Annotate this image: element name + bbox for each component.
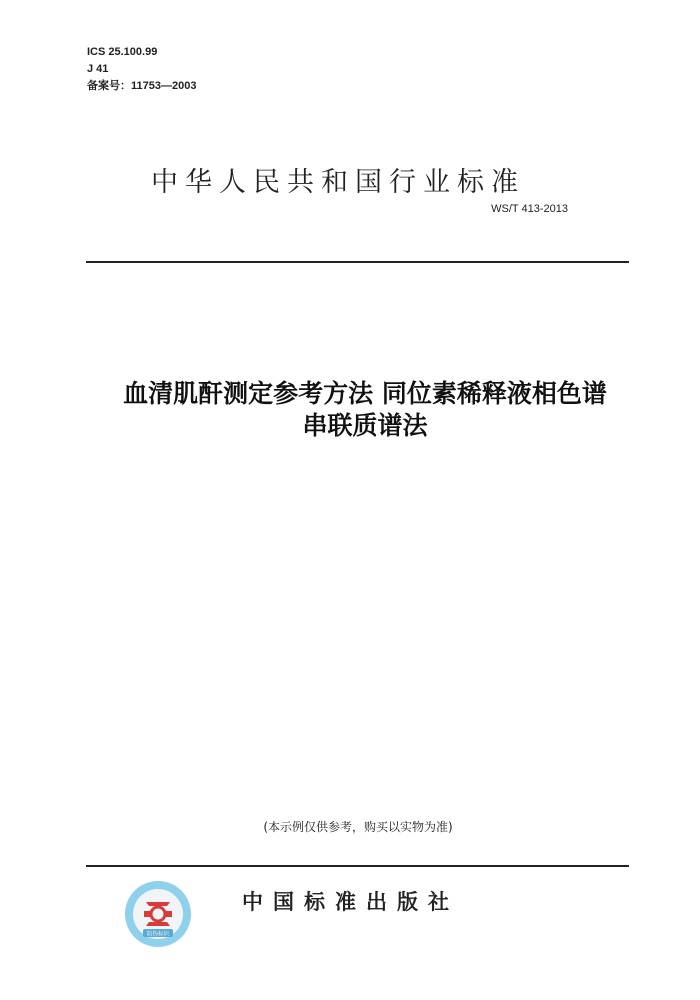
filing-number: 备案号：11753—2003 [87,80,197,92]
anti-counterfeit-seal-icon [124,880,192,948]
title-line-2: 串联质谱法 [302,411,428,440]
ics-code: ICS 25.100.99 [87,46,158,58]
document-metadata [87,44,196,95]
seal-label: 防伪标识 [146,931,170,938]
header-divider [86,261,629,263]
sample-disclaimer-text: (本示例仅供参考，购买以实物为准) [263,820,453,834]
standard-type-heading [0,160,700,199]
sample-disclaimer [0,818,700,835]
title-line-1: 血清肌酐测定参考方法 同位素稀释液相色谱 [123,379,607,408]
footer-divider [86,865,629,867]
standard-number: WS/T 413-2013 [491,203,568,215]
publisher-name: 中国标准出版社 [242,890,459,914]
classification-code: J 41 [87,63,109,75]
standard-type-text: 中华人民共和国行业标准 [151,167,525,198]
document-title [40,378,690,442]
